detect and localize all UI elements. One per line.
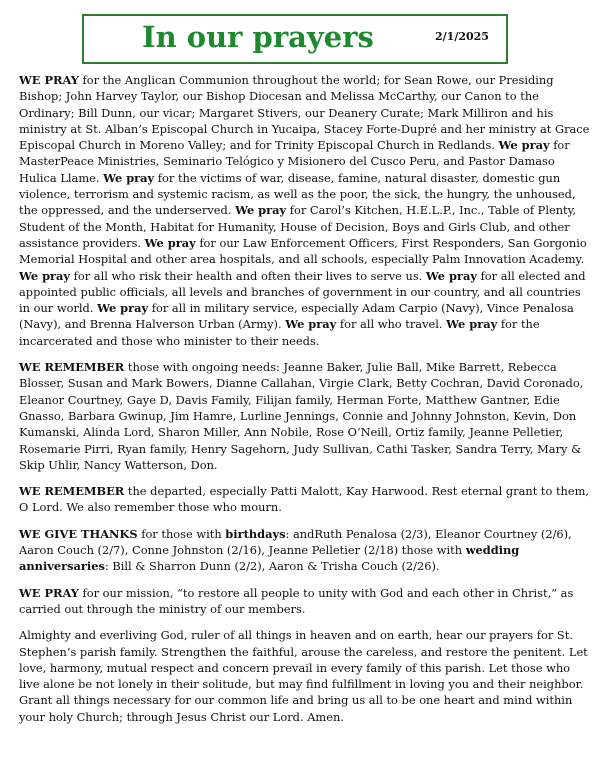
ongoing-needs-paragraph [19, 359, 591, 473]
paragraph-text: for all elected and appointed public officials, all levels and branches of government in our country, and all countries in our world. [19, 268, 586, 316]
closing-collect-paragraph: Almighty and everliving God, ruler of all things in heaven and on earth, hear our prayers for St. Stephen’s parish family. Strengthen the faithful, arouse the careless, and restore the penitent. Let love, harmony, mutual respect and concern prevail in every family of this parish. Let those who live alone be not lonely in their solitude, but may find fulfillment in loving you and their neighbor. Grant all things necessary for our common life and bring us all to be one heart and mind within your holy Church; through Jesus Christ our Lord. Amen. [19, 628, 588, 724]
we-pray-lead: We pray [97, 301, 149, 316]
we-pray-lead: We pray [144, 235, 196, 250]
we-pray-lead: We pray [425, 268, 477, 283]
we-pray-lead: We pray [235, 203, 287, 218]
paragraph-text: for those with [137, 526, 226, 541]
birthdays-label: birthdays [225, 526, 286, 541]
we-give-thanks-lead: WE GIVE THANKS [19, 526, 138, 541]
thanksgivings-paragraph [19, 526, 591, 575]
paragraph-text: for the Anglican Communion throughout the world; for Sean Rowe, our Presiding Bishop; John Harvey Taylor, our Bishop Diocesan and Melissa McCarthy, our Canon to the Ordinary; Bill Dunn, our vicar; Margaret Stivers, our Deanery Curate; Mark Milliron and his ministry at St. Alban’s Episcopal Church in Yucaipa, Stacey Forte-Dupré and her ministry at Grace Episcopal Church in Moreno Valley; and for Trinity Episcopal Church in Redlands. [19, 73, 590, 153]
mission-paragraph [19, 585, 591, 618]
paragraph-text: those with ongoing needs: Jeanne Baker, Julie Ball, Mike Barrett, Rebecca Blosser, Susan and Mark Bowers, Dianne Callahan, Virgie Clark, Betty Cochran, David Coronado, Eleanor Courtney, Gaye D, Davis Family, Filijan family, Herman Forte, Matthew Gantner, Edie Gnasso, Barbara Gwinup, Jim Hamre, Lurline Jennings, Connie and Johnny Johnston, Kevin, Don Kumanski, Alinda Lord, Sharon Miller, Ann Nobile, Rose O’Neill, Ortiz family, Jeanne Pelletier, Rosemarie Pirri, Ryan family, Henry Sagehorn, Judy Sullivan, Cathi Tasker, Sandra Terry, Mary & Skip Uhlir, Nancy Watterson, Don. [19, 360, 584, 472]
we-remember-lead: WE REMEMBER [19, 360, 125, 375]
paragraph-text: the departed, especially Patti Malott, Kay Harwood. Rest eternal grant to them, O Lord. We also remember those who mourn. [19, 484, 590, 515]
paragraph-text: for the incarcerated and those who minister to their needs. [19, 317, 540, 348]
paragraph-text: for our mission, “to restore all people to unity with God and each other in Christ,” as carried out through the ministry of our members. [19, 585, 574, 616]
paragraph-text: for MasterPeace Ministries, Seminario Telógico y Misionero del Cusco Peru, and Pastor Damaso Hulica Llame. [19, 138, 570, 185]
we-pray-lead: We pray [285, 317, 337, 332]
page-title: In our prayers [142, 20, 374, 54]
we-pray-lead: We pray [19, 268, 71, 283]
paragraph-text: for all in military service, especially Adam Carpio (Navy), Vince Penalosa (Navy), and Brenna Halverson Urban (Army). [19, 301, 574, 332]
we-pray-lead: WE PRAY [19, 73, 79, 87]
anniversaries-label: wedding anniversaries [19, 543, 520, 574]
paragraph-text: for all who travel. [336, 317, 447, 332]
we-pray-lead: WE PRAY [19, 585, 79, 600]
title-box [82, 14, 508, 64]
prayers-body [19, 72, 591, 735]
prayers-of-the-people-paragraph [19, 72, 591, 349]
we-pray-lead: We pray [498, 138, 550, 153]
paragraph-text: : andRuth Penalosa (2/3), Eleanor Courtney (2/6), Aaron Couch (2/7), Conne Johnston (2/16), Jeanne Pelletier (2/18) those with [19, 526, 572, 558]
paragraph-text: : Bill & Sharron Dunn (2/2), Aaron & Trisha Couch (2/26). [104, 559, 440, 574]
we-pray-lead: We pray [446, 317, 498, 332]
paragraph-text: for our Law Enforcement Officers, First Responders, San Gorgonio Memorial Hospital and other area hospitals, and all schools, especially Palm Innovation Academy. [19, 235, 587, 267]
paragraph-text: for the victims of war, disease, famine, natural disaster, domestic gun violence, terrorism and systemic racism, as well as the poor, the sick, the hungry, the unhoused, the oppressed, and the underserved. [19, 170, 576, 218]
departed-paragraph [19, 483, 591, 516]
paragraph-text: for all who risk their health and often their lives to serve us. [70, 268, 426, 283]
we-pray-lead: We pray [103, 170, 155, 185]
we-remember-lead: WE REMEMBER [19, 484, 125, 499]
bulletin-date: 2/1/2025 [435, 30, 489, 43]
paragraph-text: for Carol’s Kitchen, H.E.L.P., Inc., Table of Plenty, Student of the Month, Habitat for Humanity, House of Decision, Boys and Girls Club, and other assistance providers. [19, 203, 577, 250]
